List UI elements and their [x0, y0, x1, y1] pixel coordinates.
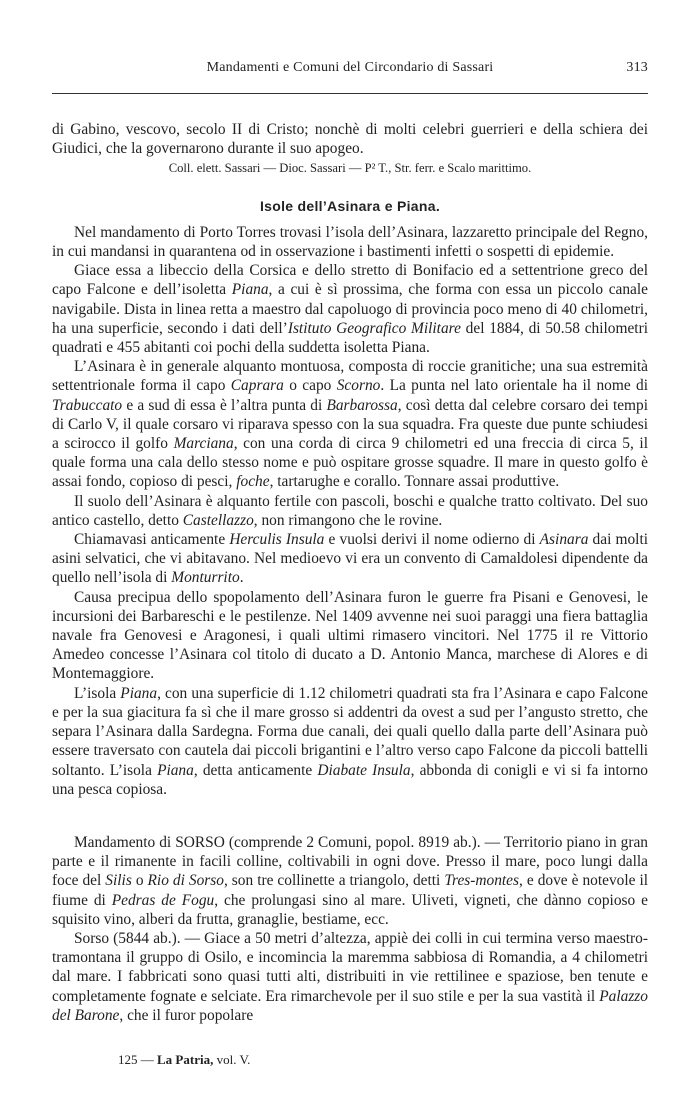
paragraph: Causa precipua dello spopolamento dell’Asinara furon le guerre fra Pisani e Genovesi, le incursioni dei Barbareschi e le pestilenze. Nel 1409 avvenne nei suoi paraggi una fiera battaglia navale fra Genovesi e Aragonesi, i quali ultimi rimasero vincitori. Nel 1775 il re Vittorio Amedeo concesse l’Asinara col titolo di ducato a D. Antonio Manca, marchese di Alores e di Montemaggiore.	[52, 588, 648, 683]
section-gap	[52, 799, 648, 833]
paragraph: Sorso (5844 ab.). — Giace a 50 metri d’altezza, appiè dei colli in cui termina verso maestro-tramontana il gruppo di Osilo, e incomincia la maremma sabbiosa di Romandia, a 4 chilometri dal mare. I fabbricati sono quasi tutti alti, distribuiti in vie rettilinee e spaziose, ben tenute e completamente fognate e selciate. Era rimarchevole per il suo stile e per la sua vastità il Palazzo del Barone, che il furor popolare	[52, 929, 648, 1024]
paragraph: Nel mandamento di Porto Torres trovasi l’isola dell’Asinara, lazzaretto principale del Regno, in cui mandansi in quarantena od in osservazione i bastimenti infetti o sospetti di epidemie.	[52, 223, 648, 261]
coll-line: Coll. elett. Sassari — Dioc. Sassari — P² T., Str. ferr. e Scalo marittimo.	[168, 161, 532, 176]
footer-signature: 125 — La Patria, vol. V.	[118, 1052, 251, 1067]
publication-title: La Patria,	[157, 1052, 214, 1067]
paragraph-intro: di Gabino, vescovo, secolo II di Cristo; nonchè di molti celebri guerrieri e della schiera dei Giudici, che la governarono durante il suo apogeo.	[52, 121, 648, 158]
paragraph: Il suolo dell’Asinara è alquanto fertile con pascoli, boschi e qualche tratto coltivato. Del suo antico castello, detto Castellazzo, non rimangono che le rovine.	[52, 492, 648, 529]
page-number: 313	[626, 60, 648, 75]
running-head	[52, 60, 648, 82]
section-title: Isole dell’Asinara e Piana.	[259, 197, 441, 214]
paragraph: Mandamento di SORSO (comprende 2 Comuni, popol. 8919 ab.). — Territorio piano in gran parte e il rimanente in facili colline, coltivabili in ogni dove. Presso il mare, poco lungi dalla foce del Silis o Rio di Sorso, son tre collinette a triangolo, detti Tres-montes, e dove è notevole il fiume di Pedras de Fogu, che prolungasi sino al mare. Uliveti, vigneti, che dànno copioso e squisito vino, alberi da frutta, granaglie, bestiame, ecc.	[52, 833, 648, 928]
paragraph: L’Asinara è in generale alquanto montuosa, composta di roccie granitiche; una sua estremità settentrionale forma il capo Caprara o capo Scorno. La punta nel lato orientale ha il nome di Trabuccato e a sud di essa è l’altra punta di Barbarossa, così detta dal celebre corsaro dei tempi di Carlo V, il quale corsaro vi riparava spesso con la sua squadra. Fra queste due punte schiudesi a scirocco il golfo Marciana, con una corda di circa 9 chilometri ed una freccia di circa 5, il quale forma una cala dello stesso nome e può ospitare grosse squadre. Il mare in questo golfo è assai fondo, copioso di pesci, foche, tartarughe e corallo. Tonnare assai produttive.	[52, 358, 649, 491]
header-rule	[52, 93, 648, 94]
paragraph: L’isola Piana, con una superficie di 1.12 chilometri quadrati sta fra l’Asinara e capo Falcone e per la sua giacitura fa sì che il mare grosso si addentri da ovest a sud per l’angusto stretto, che separa l’Asinara dalla Sardegna. Forma due canali, dei quali quello dalla parte dell’Asinara può essere traversato con cautela dai piccoli brigantini e l’altro verso capo Falcone da piccoli battelli soltanto. L’isola Piana, detta anticamente Diabate Insula, abbonda di conigli e vi si fa intorno una pesca copiosa.	[52, 684, 649, 798]
paragraph: Chiamavasi anticamente Herculis Insula e vuolsi derivi il nome odierno di Asinara dai molti asini selvatici, che vi abitavano. Nel medioevo vi era un convento di Camaldolesi dipendente da quello nell’isola di Monturrito.	[52, 531, 648, 587]
page-body	[52, 120, 648, 1025]
paragraph: Giace essa a libeccio della Corsica e dello stretto di Bonifacio ed a settentrione greco del capo Falcone e dell’isoletta Piana, a cui è sì prossima, che forma con essa un piccolo canale navigabile. Dista in linea retta a maestro dal capoluogo di provincia poco meno di 40 chilometri, ha una superficie, secondo i dati dell’Istituto Geografico Militare del 1884, di 50.58 chilometri quadrati e 455 abitanti coi pochi della suddetta isoletta Piana.	[52, 262, 648, 357]
running-title: Mandamenti e Comuni del Circondario di Sassari	[206, 60, 494, 75]
